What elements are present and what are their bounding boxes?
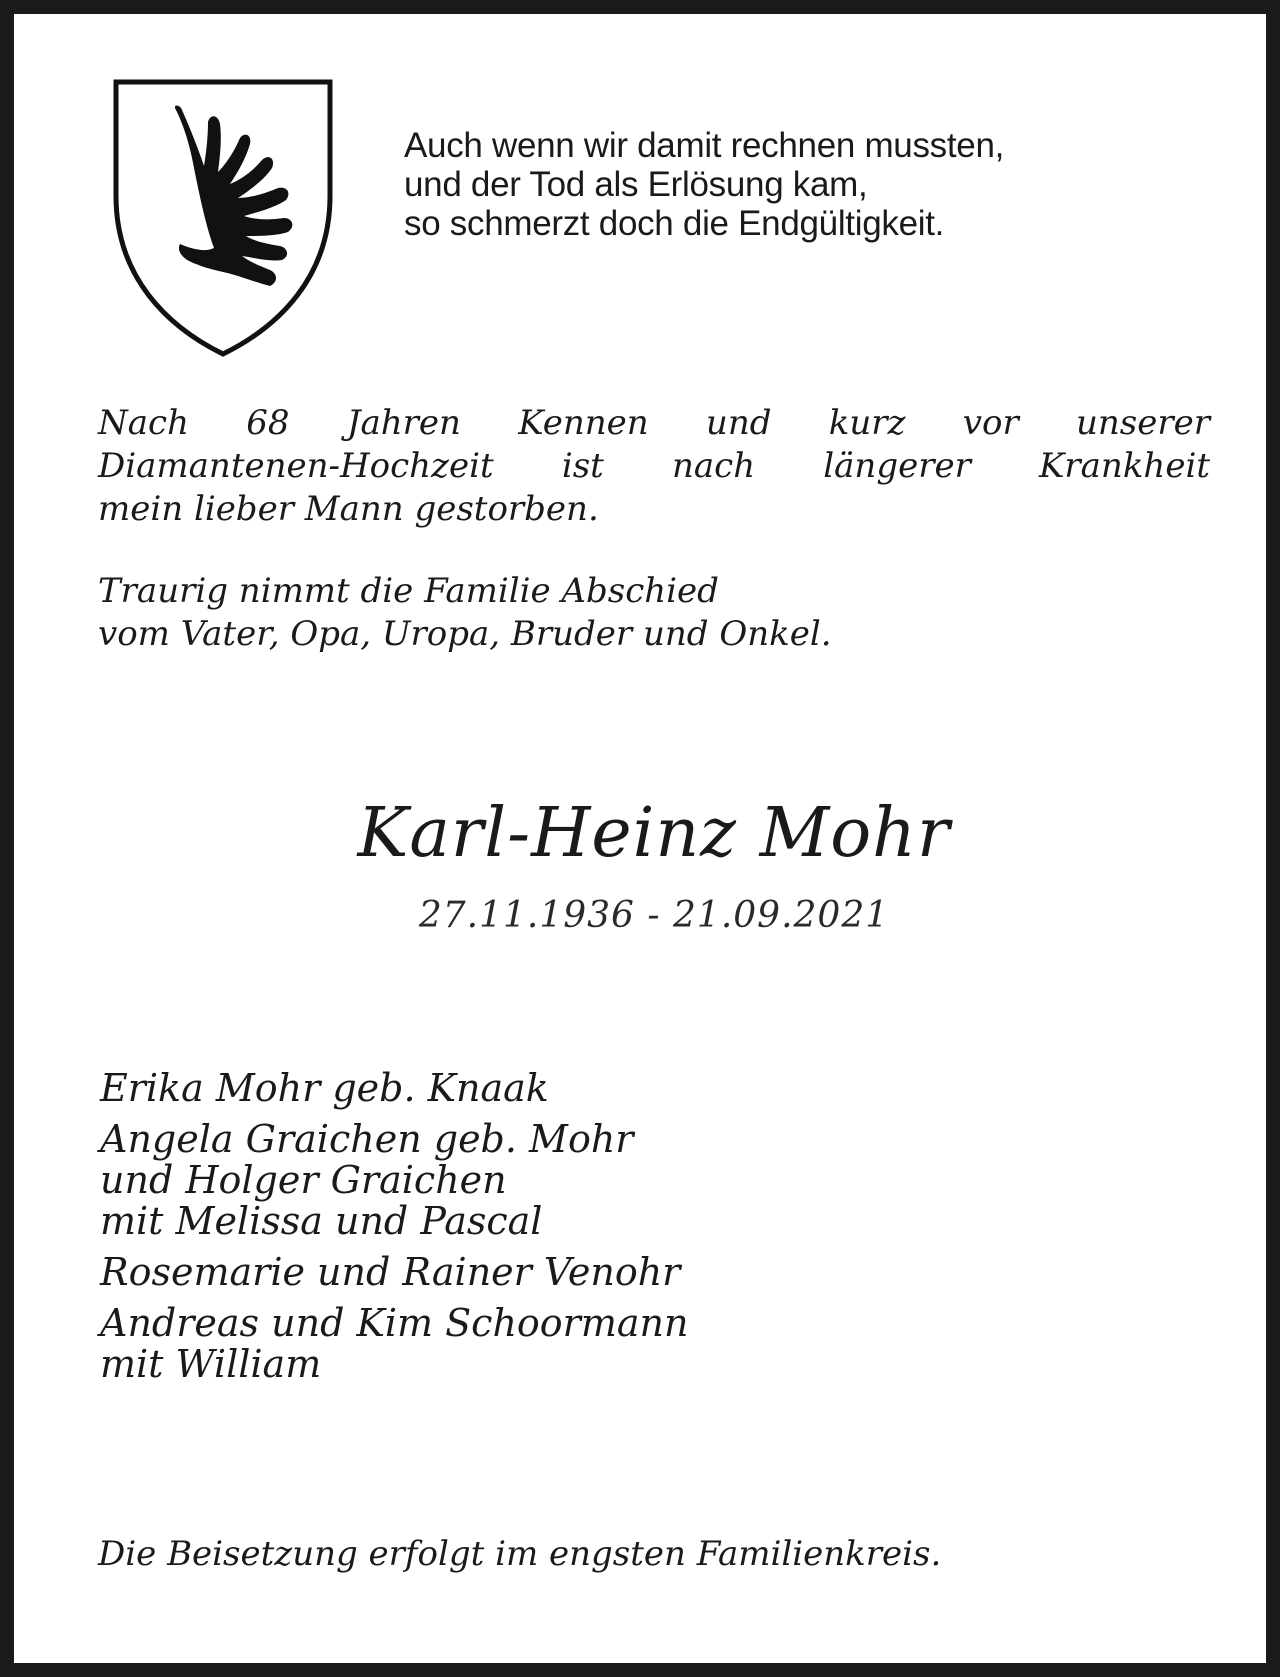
mourner-line: Angela Graichen geb. Mohr (100, 1117, 634, 1161)
farewell-line: Traurig nimmt die Familie Abschied (98, 571, 719, 611)
mourner-group (100, 1119, 688, 1242)
quote-line: und der Tod als Erlösung kam, (404, 165, 868, 204)
farewell-line: vom Vater, Opa, Uropa, Bruder und Onkel. (98, 614, 832, 654)
mourner-group (100, 1068, 688, 1109)
life-dates: 27.11.1936 - 21.09.2021 (418, 895, 890, 936)
mourner-line: mit Melissa und Pascal (100, 1199, 543, 1243)
farewell-paragraph (98, 570, 832, 656)
mourner-group (100, 1303, 688, 1385)
quote-text (404, 126, 1004, 243)
mourner-line: und Holger Graichen (100, 1158, 507, 1202)
mourner-line: Erika Mohr geb. Knaak (100, 1066, 549, 1110)
mourners-list (100, 1068, 688, 1395)
mourner-line: Andreas und Kim Schoormann (100, 1301, 689, 1345)
mourner-line: mit William (100, 1342, 322, 1386)
intro-line: Nach 68 Jahren Kennen und kurz vor unserer (98, 403, 1210, 443)
quote-line: so schmerzt doch die Endgültigkeit. (404, 204, 945, 243)
quote-line: Auch wenn wir damit rechnen mussten, (404, 126, 1005, 165)
intro-line: Diamantenen-Hochzeit ist nach längerer Krankheit (98, 446, 1210, 486)
mourner-group (100, 1252, 688, 1293)
antler-coat-of-arms-icon (110, 76, 336, 358)
deceased-name: Karl-Heinz Mohr (357, 794, 951, 873)
burial-note: Die Beisetzung erfolgt im engsten Familienkreis. (98, 1534, 942, 1574)
intro-line: mein lieber Mann gestorben. (98, 489, 599, 529)
intro-paragraph (98, 402, 1210, 531)
mourner-line: Rosemarie und Rainer Venohr (100, 1250, 681, 1294)
